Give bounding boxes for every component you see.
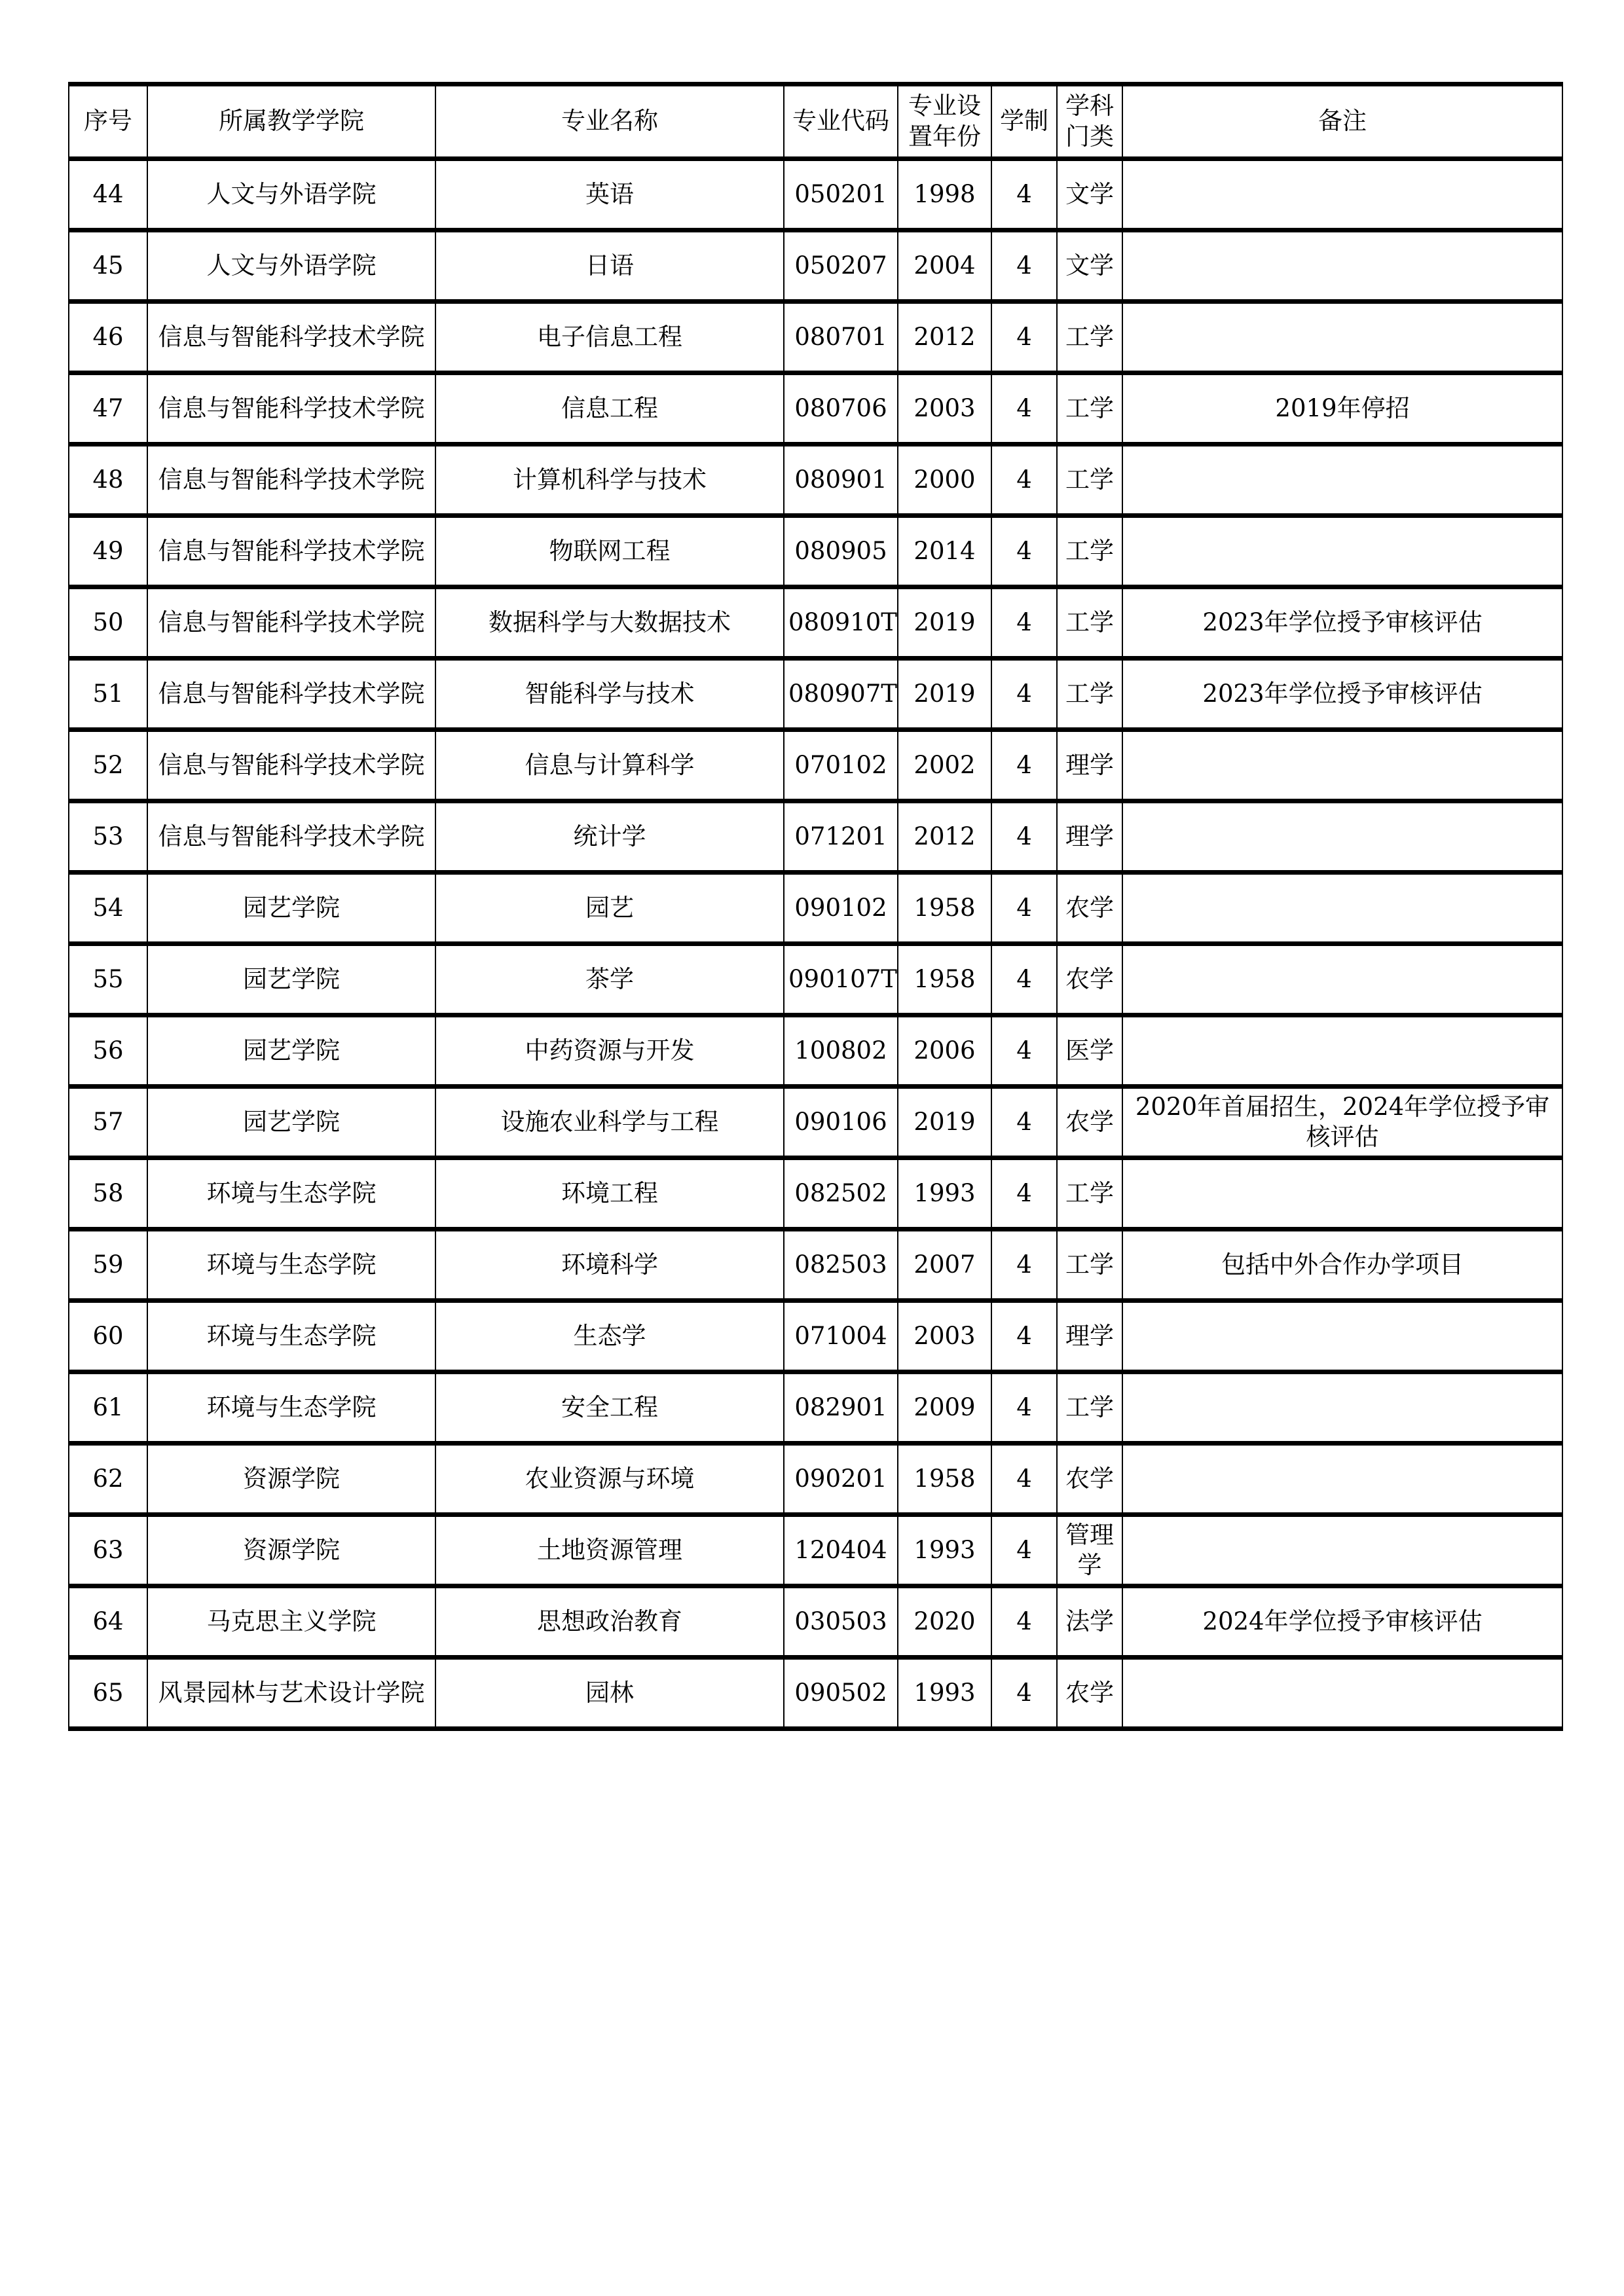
cell-seq: 63 bbox=[69, 1515, 147, 1586]
cell-category: 工学 bbox=[1057, 445, 1122, 516]
cell-seq: 64 bbox=[69, 1586, 147, 1658]
table-row bbox=[69, 587, 1562, 659]
table-row bbox=[69, 1015, 1562, 1087]
cell-note bbox=[1122, 445, 1562, 516]
cell-college: 园艺学院 bbox=[147, 1015, 435, 1087]
cell-major: 安全工程 bbox=[435, 1372, 784, 1444]
table-row bbox=[69, 1586, 1562, 1658]
cell-code: 090102 bbox=[784, 873, 898, 944]
cell-length: 4 bbox=[991, 801, 1057, 873]
table-row bbox=[69, 516, 1562, 587]
cell-major: 英语 bbox=[435, 159, 784, 230]
cell-length: 4 bbox=[991, 445, 1057, 516]
cell-category: 理学 bbox=[1057, 730, 1122, 801]
major-list-table bbox=[68, 82, 1563, 1731]
cell-category: 文学 bbox=[1057, 159, 1122, 230]
cell-college: 人文与外语学院 bbox=[147, 230, 435, 302]
cell-college: 环境与生态学院 bbox=[147, 1230, 435, 1301]
cell-college: 信息与智能科学技术学院 bbox=[147, 801, 435, 873]
cell-category: 法学 bbox=[1057, 1586, 1122, 1658]
cell-major: 土地资源管理 bbox=[435, 1515, 784, 1586]
column-header-length: 学制 bbox=[991, 84, 1057, 159]
cell-length: 4 bbox=[991, 1444, 1057, 1515]
cell-major: 数据科学与大数据技术 bbox=[435, 587, 784, 659]
cell-code: 090502 bbox=[784, 1658, 898, 1729]
column-header-code: 专业代码 bbox=[784, 84, 898, 159]
cell-college: 环境与生态学院 bbox=[147, 1301, 435, 1372]
table-row bbox=[69, 1301, 1562, 1372]
cell-college: 资源学院 bbox=[147, 1444, 435, 1515]
cell-category: 管理学 bbox=[1057, 1515, 1122, 1586]
table-row bbox=[69, 445, 1562, 516]
cell-major: 信息工程 bbox=[435, 373, 784, 445]
cell-length: 4 bbox=[991, 1230, 1057, 1301]
cell-college: 信息与智能科学技术学院 bbox=[147, 659, 435, 730]
cell-seq: 55 bbox=[69, 944, 147, 1015]
cell-code: 100802 bbox=[784, 1015, 898, 1087]
cell-note bbox=[1122, 1658, 1562, 1729]
cell-code: 090106 bbox=[784, 1087, 898, 1158]
cell-major: 生态学 bbox=[435, 1301, 784, 1372]
cell-major: 日语 bbox=[435, 230, 784, 302]
cell-length: 4 bbox=[991, 1586, 1057, 1658]
cell-length: 4 bbox=[991, 730, 1057, 801]
cell-category: 工学 bbox=[1057, 587, 1122, 659]
cell-major: 茶学 bbox=[435, 944, 784, 1015]
table-row bbox=[69, 1444, 1562, 1515]
column-header-college: 所属教学学院 bbox=[147, 84, 435, 159]
cell-college: 环境与生态学院 bbox=[147, 1158, 435, 1230]
cell-major: 信息与计算科学 bbox=[435, 730, 784, 801]
table-row bbox=[69, 873, 1562, 944]
cell-seq: 49 bbox=[69, 516, 147, 587]
table-row bbox=[69, 659, 1562, 730]
cell-year: 2003 bbox=[898, 1301, 991, 1372]
cell-major: 智能科学与技术 bbox=[435, 659, 784, 730]
cell-seq: 46 bbox=[69, 302, 147, 373]
table-row bbox=[69, 1515, 1562, 1586]
table-header bbox=[69, 84, 1562, 159]
cell-college: 园艺学院 bbox=[147, 944, 435, 1015]
cell-code: 071004 bbox=[784, 1301, 898, 1372]
cell-length: 4 bbox=[991, 1158, 1057, 1230]
cell-code: 080701 bbox=[784, 302, 898, 373]
column-header-category: 学科门类 bbox=[1057, 84, 1122, 159]
cell-year: 2019 bbox=[898, 1087, 991, 1158]
cell-code: 080907T bbox=[784, 659, 898, 730]
cell-seq: 62 bbox=[69, 1444, 147, 1515]
cell-code: 080910T bbox=[784, 587, 898, 659]
cell-code: 082502 bbox=[784, 1158, 898, 1230]
cell-year: 2009 bbox=[898, 1372, 991, 1444]
cell-seq: 47 bbox=[69, 373, 147, 445]
cell-seq: 53 bbox=[69, 801, 147, 873]
cell-note bbox=[1122, 873, 1562, 944]
cell-college: 资源学院 bbox=[147, 1515, 435, 1586]
cell-college: 风景园林与艺术设计学院 bbox=[147, 1658, 435, 1729]
cell-category: 工学 bbox=[1057, 516, 1122, 587]
cell-category: 农学 bbox=[1057, 944, 1122, 1015]
cell-note: 2023年学位授予审核评估 bbox=[1122, 587, 1562, 659]
table-header-row bbox=[69, 84, 1562, 159]
table-row bbox=[69, 302, 1562, 373]
cell-length: 4 bbox=[991, 944, 1057, 1015]
table-row bbox=[69, 730, 1562, 801]
cell-note bbox=[1122, 1372, 1562, 1444]
cell-year: 2020 bbox=[898, 1586, 991, 1658]
cell-length: 4 bbox=[991, 873, 1057, 944]
cell-code: 090201 bbox=[784, 1444, 898, 1515]
table-row bbox=[69, 801, 1562, 873]
cell-length: 4 bbox=[991, 587, 1057, 659]
cell-note bbox=[1122, 230, 1562, 302]
cell-year: 1998 bbox=[898, 159, 991, 230]
cell-length: 4 bbox=[991, 302, 1057, 373]
major-list-table-container bbox=[68, 82, 1562, 1731]
cell-seq: 58 bbox=[69, 1158, 147, 1230]
cell-note bbox=[1122, 516, 1562, 587]
cell-college: 环境与生态学院 bbox=[147, 1372, 435, 1444]
cell-college: 信息与智能科学技术学院 bbox=[147, 587, 435, 659]
cell-category: 工学 bbox=[1057, 1230, 1122, 1301]
cell-college: 马克思主义学院 bbox=[147, 1586, 435, 1658]
cell-college: 信息与智能科学技术学院 bbox=[147, 302, 435, 373]
cell-category: 理学 bbox=[1057, 1301, 1122, 1372]
table-body bbox=[69, 159, 1562, 1729]
cell-code: 120404 bbox=[784, 1515, 898, 1586]
cell-category: 文学 bbox=[1057, 230, 1122, 302]
cell-year: 1993 bbox=[898, 1158, 991, 1230]
cell-code: 050207 bbox=[784, 230, 898, 302]
cell-code: 080905 bbox=[784, 516, 898, 587]
cell-note: 2023年学位授予审核评估 bbox=[1122, 659, 1562, 730]
cell-seq: 57 bbox=[69, 1087, 147, 1158]
cell-category: 工学 bbox=[1057, 659, 1122, 730]
cell-note bbox=[1122, 302, 1562, 373]
cell-major: 农业资源与环境 bbox=[435, 1444, 784, 1515]
cell-year: 2019 bbox=[898, 587, 991, 659]
cell-major: 园林 bbox=[435, 1658, 784, 1729]
cell-major: 思想政治教育 bbox=[435, 1586, 784, 1658]
cell-category: 工学 bbox=[1057, 1372, 1122, 1444]
column-header-major: 专业名称 bbox=[435, 84, 784, 159]
cell-major: 园艺 bbox=[435, 873, 784, 944]
table-row bbox=[69, 1658, 1562, 1729]
cell-college: 信息与智能科学技术学院 bbox=[147, 516, 435, 587]
table-row bbox=[69, 230, 1562, 302]
cell-year: 2003 bbox=[898, 373, 991, 445]
cell-seq: 50 bbox=[69, 587, 147, 659]
cell-year: 2004 bbox=[898, 230, 991, 302]
cell-note bbox=[1122, 159, 1562, 230]
cell-length: 4 bbox=[991, 1658, 1057, 1729]
cell-college: 园艺学院 bbox=[147, 873, 435, 944]
cell-length: 4 bbox=[991, 516, 1057, 587]
cell-year: 2012 bbox=[898, 302, 991, 373]
cell-seq: 61 bbox=[69, 1372, 147, 1444]
cell-length: 4 bbox=[991, 230, 1057, 302]
cell-major: 环境工程 bbox=[435, 1158, 784, 1230]
column-header-year: 专业设置年份 bbox=[898, 84, 991, 159]
cell-code: 050201 bbox=[784, 159, 898, 230]
column-header-note: 备注 bbox=[1122, 84, 1562, 159]
cell-seq: 52 bbox=[69, 730, 147, 801]
cell-major: 设施农业科学与工程 bbox=[435, 1087, 784, 1158]
cell-major: 电子信息工程 bbox=[435, 302, 784, 373]
cell-seq: 59 bbox=[69, 1230, 147, 1301]
cell-year: 1958 bbox=[898, 1444, 991, 1515]
cell-length: 4 bbox=[991, 1372, 1057, 1444]
cell-length: 4 bbox=[991, 373, 1057, 445]
cell-code: 030503 bbox=[784, 1586, 898, 1658]
cell-note: 2019年停招 bbox=[1122, 373, 1562, 445]
cell-college: 人文与外语学院 bbox=[147, 159, 435, 230]
cell-note bbox=[1122, 944, 1562, 1015]
cell-seq: 60 bbox=[69, 1301, 147, 1372]
cell-major: 统计学 bbox=[435, 801, 784, 873]
cell-note bbox=[1122, 1444, 1562, 1515]
cell-seq: 44 bbox=[69, 159, 147, 230]
cell-note bbox=[1122, 1515, 1562, 1586]
cell-seq: 51 bbox=[69, 659, 147, 730]
cell-code: 082503 bbox=[784, 1230, 898, 1301]
table-row bbox=[69, 373, 1562, 445]
cell-category: 工学 bbox=[1057, 302, 1122, 373]
cell-code: 090107T bbox=[784, 944, 898, 1015]
cell-category: 农学 bbox=[1057, 1658, 1122, 1729]
cell-category: 工学 bbox=[1057, 373, 1122, 445]
cell-note bbox=[1122, 730, 1562, 801]
cell-category: 农学 bbox=[1057, 1087, 1122, 1158]
cell-college: 信息与智能科学技术学院 bbox=[147, 445, 435, 516]
cell-code: 082901 bbox=[784, 1372, 898, 1444]
cell-seq: 56 bbox=[69, 1015, 147, 1087]
cell-year: 2014 bbox=[898, 516, 991, 587]
table-row bbox=[69, 1230, 1562, 1301]
cell-code: 080901 bbox=[784, 445, 898, 516]
cell-major: 环境科学 bbox=[435, 1230, 784, 1301]
cell-length: 4 bbox=[991, 1515, 1057, 1586]
cell-college: 园艺学院 bbox=[147, 1087, 435, 1158]
cell-seq: 48 bbox=[69, 445, 147, 516]
cell-note bbox=[1122, 1015, 1562, 1087]
cell-year: 2012 bbox=[898, 801, 991, 873]
cell-category: 农学 bbox=[1057, 873, 1122, 944]
cell-category: 农学 bbox=[1057, 1444, 1122, 1515]
cell-code: 080706 bbox=[784, 373, 898, 445]
table-row bbox=[69, 1158, 1562, 1230]
cell-year: 1993 bbox=[898, 1515, 991, 1586]
cell-year: 2002 bbox=[898, 730, 991, 801]
column-header-seq: 序号 bbox=[69, 84, 147, 159]
cell-length: 4 bbox=[991, 1301, 1057, 1372]
cell-category: 医学 bbox=[1057, 1015, 1122, 1087]
cell-length: 4 bbox=[991, 1015, 1057, 1087]
cell-major: 计算机科学与技术 bbox=[435, 445, 784, 516]
cell-category: 工学 bbox=[1057, 1158, 1122, 1230]
cell-note bbox=[1122, 1301, 1562, 1372]
cell-year: 2006 bbox=[898, 1015, 991, 1087]
cell-year: 2019 bbox=[898, 659, 991, 730]
cell-code: 071201 bbox=[784, 801, 898, 873]
cell-length: 4 bbox=[991, 659, 1057, 730]
table-row bbox=[69, 159, 1562, 230]
cell-code: 070102 bbox=[784, 730, 898, 801]
cell-note: 2020年首届招生，2024年学位授予审核评估 bbox=[1122, 1087, 1562, 1158]
cell-major: 中药资源与开发 bbox=[435, 1015, 784, 1087]
cell-year: 2007 bbox=[898, 1230, 991, 1301]
cell-college: 信息与智能科学技术学院 bbox=[147, 730, 435, 801]
cell-major: 物联网工程 bbox=[435, 516, 784, 587]
cell-length: 4 bbox=[991, 1087, 1057, 1158]
cell-note: 包括中外合作办学项目 bbox=[1122, 1230, 1562, 1301]
cell-category: 理学 bbox=[1057, 801, 1122, 873]
table-row bbox=[69, 944, 1562, 1015]
cell-note bbox=[1122, 801, 1562, 873]
cell-length: 4 bbox=[991, 159, 1057, 230]
cell-seq: 45 bbox=[69, 230, 147, 302]
table-row bbox=[69, 1372, 1562, 1444]
cell-note: 2024年学位授予审核评估 bbox=[1122, 1586, 1562, 1658]
cell-seq: 65 bbox=[69, 1658, 147, 1729]
table-row bbox=[69, 1087, 1562, 1158]
cell-seq: 54 bbox=[69, 873, 147, 944]
cell-year: 2000 bbox=[898, 445, 991, 516]
cell-year: 1993 bbox=[898, 1658, 991, 1729]
cell-note bbox=[1122, 1158, 1562, 1230]
cell-college: 信息与智能科学技术学院 bbox=[147, 373, 435, 445]
cell-year: 1958 bbox=[898, 873, 991, 944]
cell-year: 1958 bbox=[898, 944, 991, 1015]
